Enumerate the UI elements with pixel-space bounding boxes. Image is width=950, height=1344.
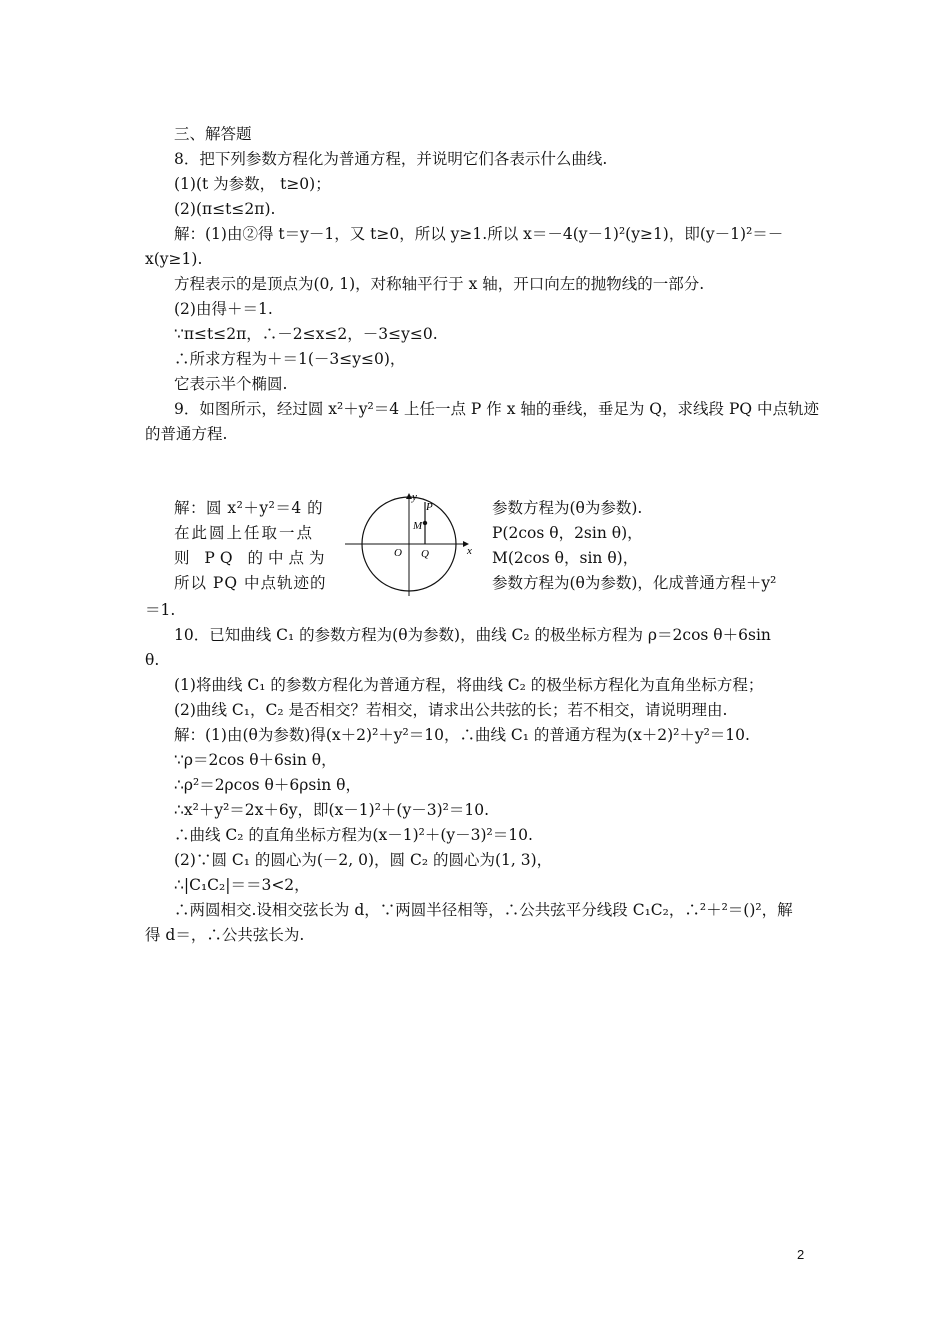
problem-8-part-1: (1)(t 为参数， t≥0)；: [174, 175, 331, 193]
solution-8-line-7: 它表示半个椭圆.: [174, 375, 288, 393]
solution-10-line-1: 解：(1)由(θ为参数)得(x＋2)²＋y²＝10，∴曲线 C₁ 的普通方程为(x＋2)²＋y²＝10.: [174, 726, 750, 744]
problem-10-part-2: (2)曲线 C₁，C₂ 是否相交？若相交，请求出公共弦的长；若不相交，请说明理由.: [174, 701, 728, 719]
solution-10-line-7: ∴|C₁C₂|＝＝3<2，: [174, 876, 310, 894]
problem-10-statement-cont: θ.: [145, 651, 160, 669]
problem-9-statement: 9．如图所示，经过圆 x²＋y²＝4 上任一点 P 作 x 轴的垂线，垂足为 Q，求线段 PQ 中点轨迹: [174, 400, 820, 418]
problem-8-statement: 8．把下列参数方程化为普通方程，并说明它们各表示什么曲线.: [174, 150, 608, 168]
problem-9-statement-cont: 的普通方程.: [145, 425, 228, 443]
solution-9-left-2: 在此圆上任取一点: [174, 524, 315, 542]
solution-9-left-4: 所以 PQ 中点轨迹的: [174, 574, 327, 592]
solution-10-line-3: ∴ρ²＝2ρcos θ＋6ρsin θ，: [174, 776, 362, 794]
solution-10-line-8: ∴两圆相交.设相交弦长为 d，∵两圆半径相等，∴公共弦平分线段 C₁C₂，∴²＋²＝()²，解: [174, 901, 793, 919]
solution-9-right-2: P(2cos θ，2sin θ)，: [492, 524, 643, 542]
solution-9-end: ＝1.: [145, 601, 176, 619]
solution-8-line-5: ∵π≤t≤2π，∴－2≤x≤2，－3≤y≤0.: [174, 325, 438, 343]
q-label: Q: [421, 548, 429, 560]
solution-8-line-3: 方程表示的是顶点为(0, 1)，对称轴平行于 x 轴，开口向左的抛物线的一部分.: [174, 275, 705, 293]
m-label: M: [413, 520, 423, 532]
solution-9-left-1: 解：圆 x²＋y²＝4 的: [174, 499, 324, 517]
solution-10-line-6: (2)∵圆 C₁ 的圆心为(－2, 0)，圆 C₂ 的圆心为(1, 3)，: [174, 851, 553, 869]
solution-9-right-1: 参数方程为(θ为参数).: [492, 499, 643, 517]
solution-10-line-4: ∴x²＋y²＝2x＋6y，即(x－1)²＋(y－3)²＝10.: [174, 801, 489, 819]
problem-10-statement: 10．已知曲线 C₁ 的参数方程为(θ为参数)，曲线 C₂ 的极坐标方程为 ρ＝2cos θ＋6sin: [174, 626, 771, 644]
x-label: x: [467, 545, 472, 557]
y-label: y: [412, 491, 417, 503]
solution-8-line-6: ∴所求方程为＋＝1(－3≤y≤0)，: [174, 350, 406, 368]
origin-label: O: [394, 547, 402, 559]
solution-9-right-4: 参数方程为(θ为参数)，化成普通方程＋y²: [492, 574, 777, 592]
solution-10-line-2: ∵ρ＝2cos θ＋6sin θ，: [174, 751, 337, 769]
circle-figure: [345, 488, 475, 598]
p-label: P: [426, 501, 433, 513]
solution-8-line-4: (2)由得＋＝1.: [174, 300, 273, 318]
solution-8-line-1: 解：(1)由②得 t＝y－1，又 t≥0，所以 y≥1.所以 x＝－4(y－1)²(y≥1)，即(y－1)²＝－: [174, 225, 784, 243]
solution-10-line-9: 得 d＝，∴公共弦长为.: [145, 926, 305, 944]
solution-9-left-3: 则 PQ 的中点为: [174, 549, 330, 567]
solution-8-line-2: x(y≥1).: [145, 250, 203, 268]
problem-8-part-2: (2)(π≤t≤2π).: [174, 200, 276, 218]
solution-9-right-3: M(2cos θ，sin θ)，: [492, 549, 639, 567]
problem-10-part-1: (1)将曲线 C₁ 的参数方程化为普通方程，将曲线 C₂ 的极坐标方程化为直角坐标方程；: [174, 676, 764, 694]
section-heading: 三、解答题: [174, 125, 252, 143]
page-number: 2: [797, 1247, 805, 1262]
point-m: [423, 521, 427, 525]
solution-10-line-5: ∴曲线 C₂ 的直角坐标方程为(x－1)²＋(y－3)²＝10.: [174, 826, 533, 844]
